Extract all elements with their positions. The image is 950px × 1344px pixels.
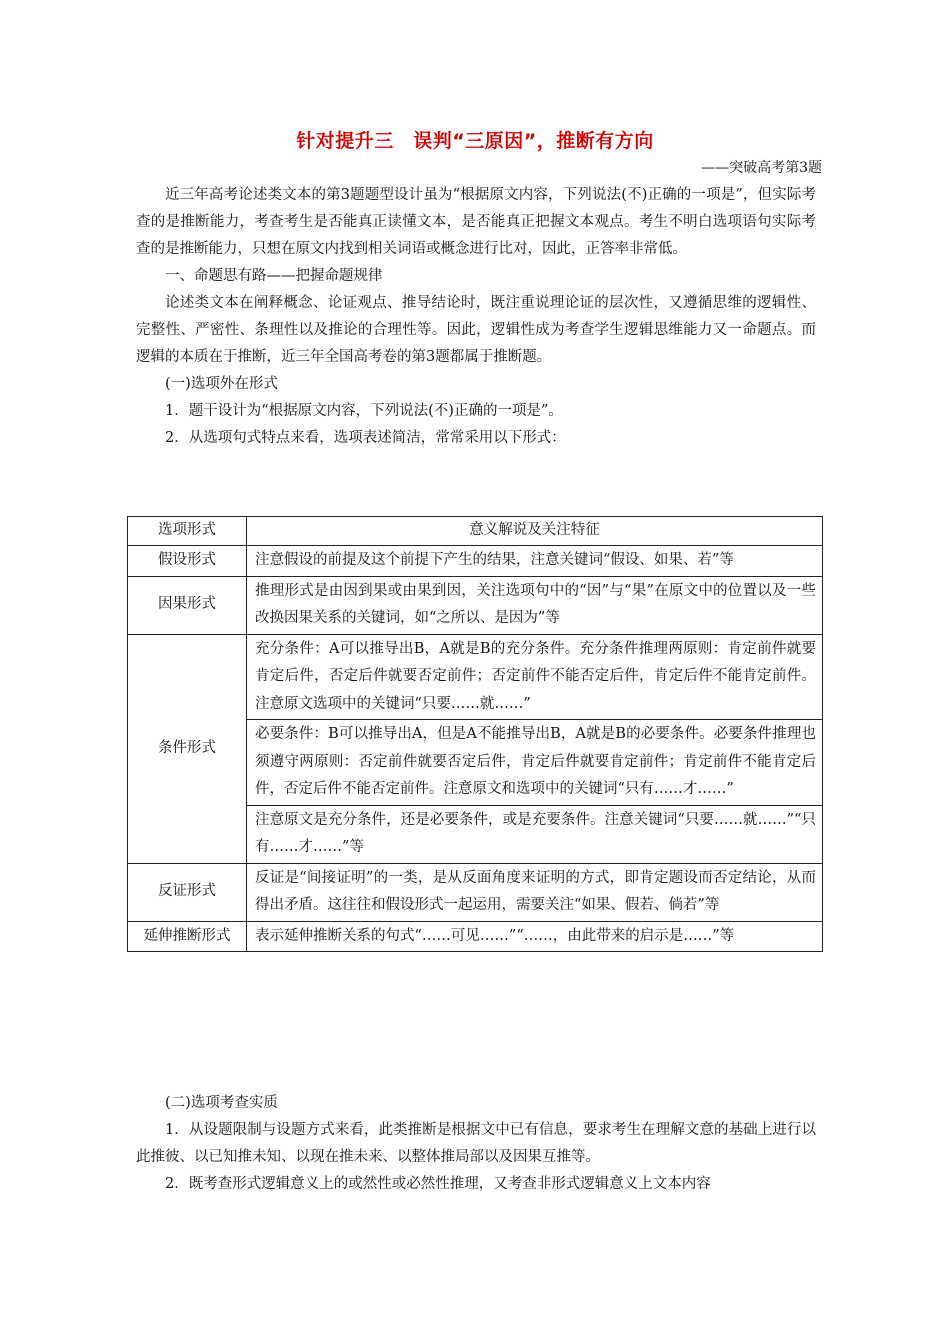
page-title: 针对提升三 误判“三原因”，推断有方向 xyxy=(296,130,654,152)
table-row xyxy=(128,634,823,720)
section1-paragraph: 论述类文本在阐释概念、论证观点、推导结论时，既注重说理论证的层次性，又遵循思维的逻辑性、完整性、严密性、条理性以及推论的合理性等。因此，逻辑性成为考查学生逻辑思维能力又一命题点。而逻辑的本质在于推断，近三年全国高考卷的第3题都属于推断题。 xyxy=(136,295,816,365)
row-desc-assumption: 注意假设的前提及这个前提下产生的结果，注意关键词“假设、如果、若”等 xyxy=(247,546,823,577)
table-row xyxy=(128,921,823,952)
section2-item-2: 2．既考查形式逻辑意义上的或然性或必然性推理，又考查非形式逻辑意义上文本内容 xyxy=(165,1176,711,1192)
intro-paragraph: 近三年高考论述类文本的第3题题型设计虽为“根据原文内容，下列说法(不)正确的一项是”，但实际考查的是推断能力，考查考生是否能真正读懂文本，是否能真正把握文本观点。考生不明白选项语句实际考查的是推断能力，只想在原文内找到相关词语或概念进行比对，因此，正答率非常低。 xyxy=(136,187,816,257)
table-row xyxy=(128,863,823,921)
row-desc-reductio: 反证是“间接证明”的一类，是从反面角度来证明的方式，即肯定题设而否定结论，从而得出矛盾。这往往和假设形式一起运用，需要关注“如果、假若、倘若”等 xyxy=(247,863,823,921)
row-form-causal: 因果形式 xyxy=(128,576,247,634)
row-desc-necessary: 必要条件：B可以推导出A，但是A不能推导出B，A就是B的必要条件。必要条件推理也须遵守两原则：否定前件就要否定后件，肯定后件就要肯定前件；肯定前件不能肯定后件，否定后件不能否定前件。注意原文和选项中的关键词“只有……才……” xyxy=(247,720,823,806)
table-row xyxy=(128,576,823,634)
section2-item-1: 1．从设题限制与设题方式来看，此类推断是根据文中已有信息，要求考生在理解文意的基础上进行以此推彼、以已知推未知、以现在推未来、以整体推局部以及因果互推等。 xyxy=(136,1122,816,1165)
row-form-condition: 条件形式 xyxy=(128,634,247,863)
section1-heading: 一、命题思有路——把握命题规律 xyxy=(165,268,383,284)
table-header-row xyxy=(128,517,823,546)
table-row xyxy=(128,546,823,577)
row-form-assumption: 假设形式 xyxy=(128,546,247,577)
section2-sub-heading: (二)选项考查实质 xyxy=(165,1095,278,1111)
intro-block xyxy=(136,182,816,452)
row-form-extension: 延伸推断形式 xyxy=(128,921,247,952)
table-header-form: 选项形式 xyxy=(128,517,247,546)
options-table xyxy=(127,516,823,952)
row-desc-extension: 表示延伸推断关系的句式“……可见……”“……，由此带来的启示是……”等 xyxy=(247,921,823,952)
page-subtitle: ——突破高考第3题 xyxy=(701,160,822,176)
section1-item-2: 2．从选项句式特点来看，选项表述简洁，常常采用以下形式： xyxy=(165,430,566,446)
section1-sub-heading: (一)选项外在形式 xyxy=(165,376,278,392)
row-desc-causal: 推理形式是由因到果或由果到因，关注选项句中的“因”与“果”在原文中的位置以及一些改换因果关系的关键词，如“之所以、是因为”等 xyxy=(247,576,823,634)
row-form-reductio: 反证形式 xyxy=(128,863,247,921)
row-desc-sufficient: 充分条件：A可以推导出B，A就是B的充分条件。充分条件推理两原则：肯定前件就要肯定后件，否定后件就要否定前件；否定前件不能否定后件，肯定后件不能肯定前件。注意原文选项中的关键词“只要……就……” xyxy=(247,634,823,720)
row-desc-condition-note: 注意原文是充分条件，还是必要条件，或是充要条件。注意关键词“只要……就……”“只有……才……”等 xyxy=(247,805,823,863)
section2-block xyxy=(136,1090,816,1198)
table-header-desc: 意义解说及关注特征 xyxy=(247,517,823,546)
section1-item-1: 1．题干设计为“根据原文内容，下列说法(不)正确的一项是”。 xyxy=(165,403,563,419)
